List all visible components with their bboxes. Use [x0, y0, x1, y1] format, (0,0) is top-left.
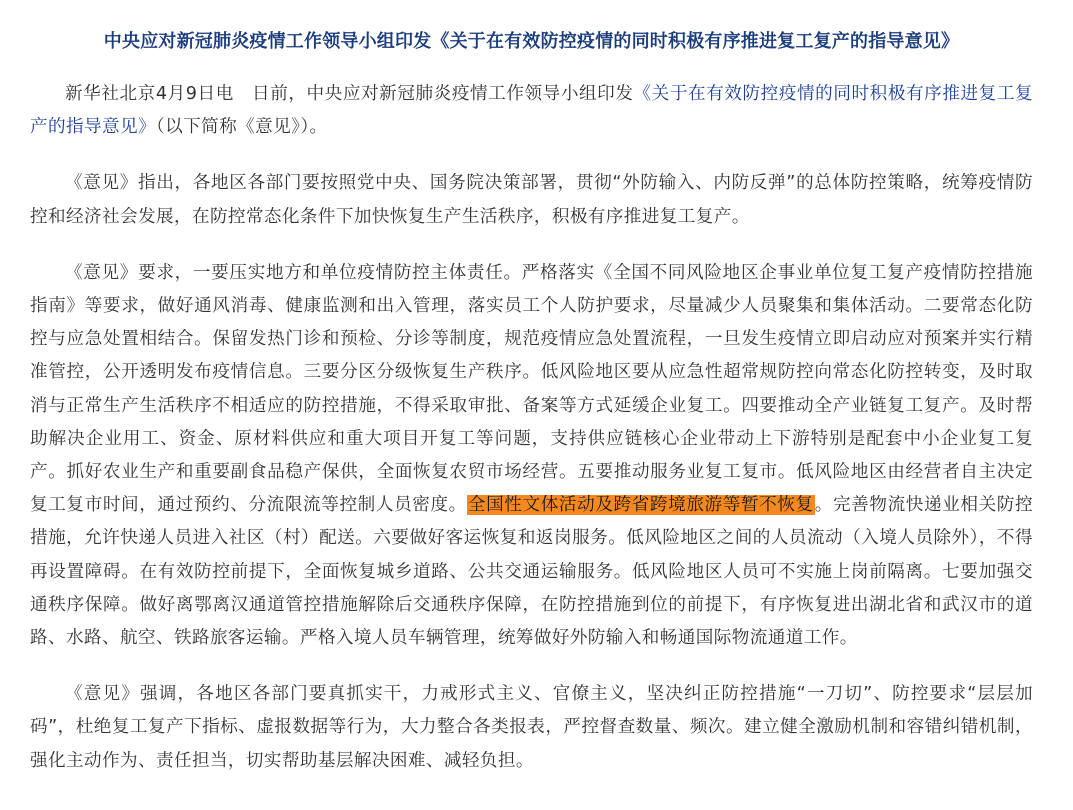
paragraph-requirements: [30, 257, 1033, 655]
document-title-link[interactable]: 《关于在有效防控疫情的同时积极有序推进复工复产的指导意见》: [30, 84, 1033, 138]
paragraph-intro: [30, 78, 1033, 144]
paragraph-emphasis: 《意见》强调，各地区各部门要真抓实干，力戒形式主义、官僚主义，坚决纠正防控措施“一刀切”、防控要求“层层加码”，杜绝复工复产下指标、虚报数据等行为，大力整合各类报表，严控督查数量、频次。建立健全激励机制和容错纠错机制，强化主动作为、责任担当，切实帮助基层解决困难、减轻负担。: [30, 684, 1033, 771]
intro-lead: 新华社北京4月9日电 日前，中央应对新冠肺炎疫情工作领导小组印发: [65, 84, 634, 104]
requirements-text-before: 《意见》要求，一要压实地方和单位疫情防控主体责任。严格落实《全国不同风险地区企事业单位复工复产疫情防控措施指南》等要求，做好通风消毒、健康监测和出入管理，落实员工个人防护要求，尽量减少人员聚集和集体活动。二要常态化防控与应急处置相结合。保留发热门诊和预检、分诊等制度，规范疫情应急处置流程，一旦发生疫情立即启动应对预案并实行精准管控，公开透明发布疫情信息。三要分区分级恢复生产秩序。低风险地区要从应急性超常规防控向常态化防控转变，及时取消与正常生产生活秩序不相适应的防控措施，不得采取审批、备案等方式延缓企业复工。四要推动全产业链复工复产。及时帮助解决企业用工、资金、原材料供应和重大项目开复工等问题，支持供应链核心企业带动上下游特别是配套中小企业复工复产。抓好农业生产和重要副食品稳产保供，全面恢复农贸市场经营。五要推动服务业复工复市。低风险地区由经营者自主决定复工复市时间，通过预约、分流限流等控制人员密度。: [30, 262, 1033, 516]
intro-tail: （以下简称《意见》）。: [155, 117, 328, 138]
requirements-text-after: 。完善物流快递业相关防控措施，允许快递人员进入社区（村）配送。六要做好客运恢复和返岗服务。低风险地区之间的人员流动（入境人员除外），不得再设置障碍。在有效防控前提下，全面恢复城乡道路、公共交通运输服务。低风险地区人员可不实施上岗前隔离。七要加强交通秩序保障。做好离鄂离汉通道管控措施解除后交通秩序保障，在防控措施到位的前提下，有序恢复进出湖北省和武汉市的道路、水路、航空、铁路旅客运输。严格入境人员车辆管理，统筹做好外防输入和畅通国际物流通道工作。: [30, 495, 1033, 649]
paragraph-overview: 《意见》指出，各地区各部门要按照党中央、国务院决策部署，贯彻“外防输入、内防反弹”的总体防控策略，统筹疫情防控和经济社会发展，在防控常态化条件下加快恢复生产生活秩序，积极有序推进复工复产。: [30, 173, 1033, 227]
highlighted-text: 全国性文体活动及跨省跨境旅游等暂不恢复: [467, 495, 814, 516]
article-title: 中央应对新冠肺炎疫情工作领导小组印发《关于在有效防控疫情的同时积极有序推进复工复产的指导意见》: [103, 31, 960, 52]
